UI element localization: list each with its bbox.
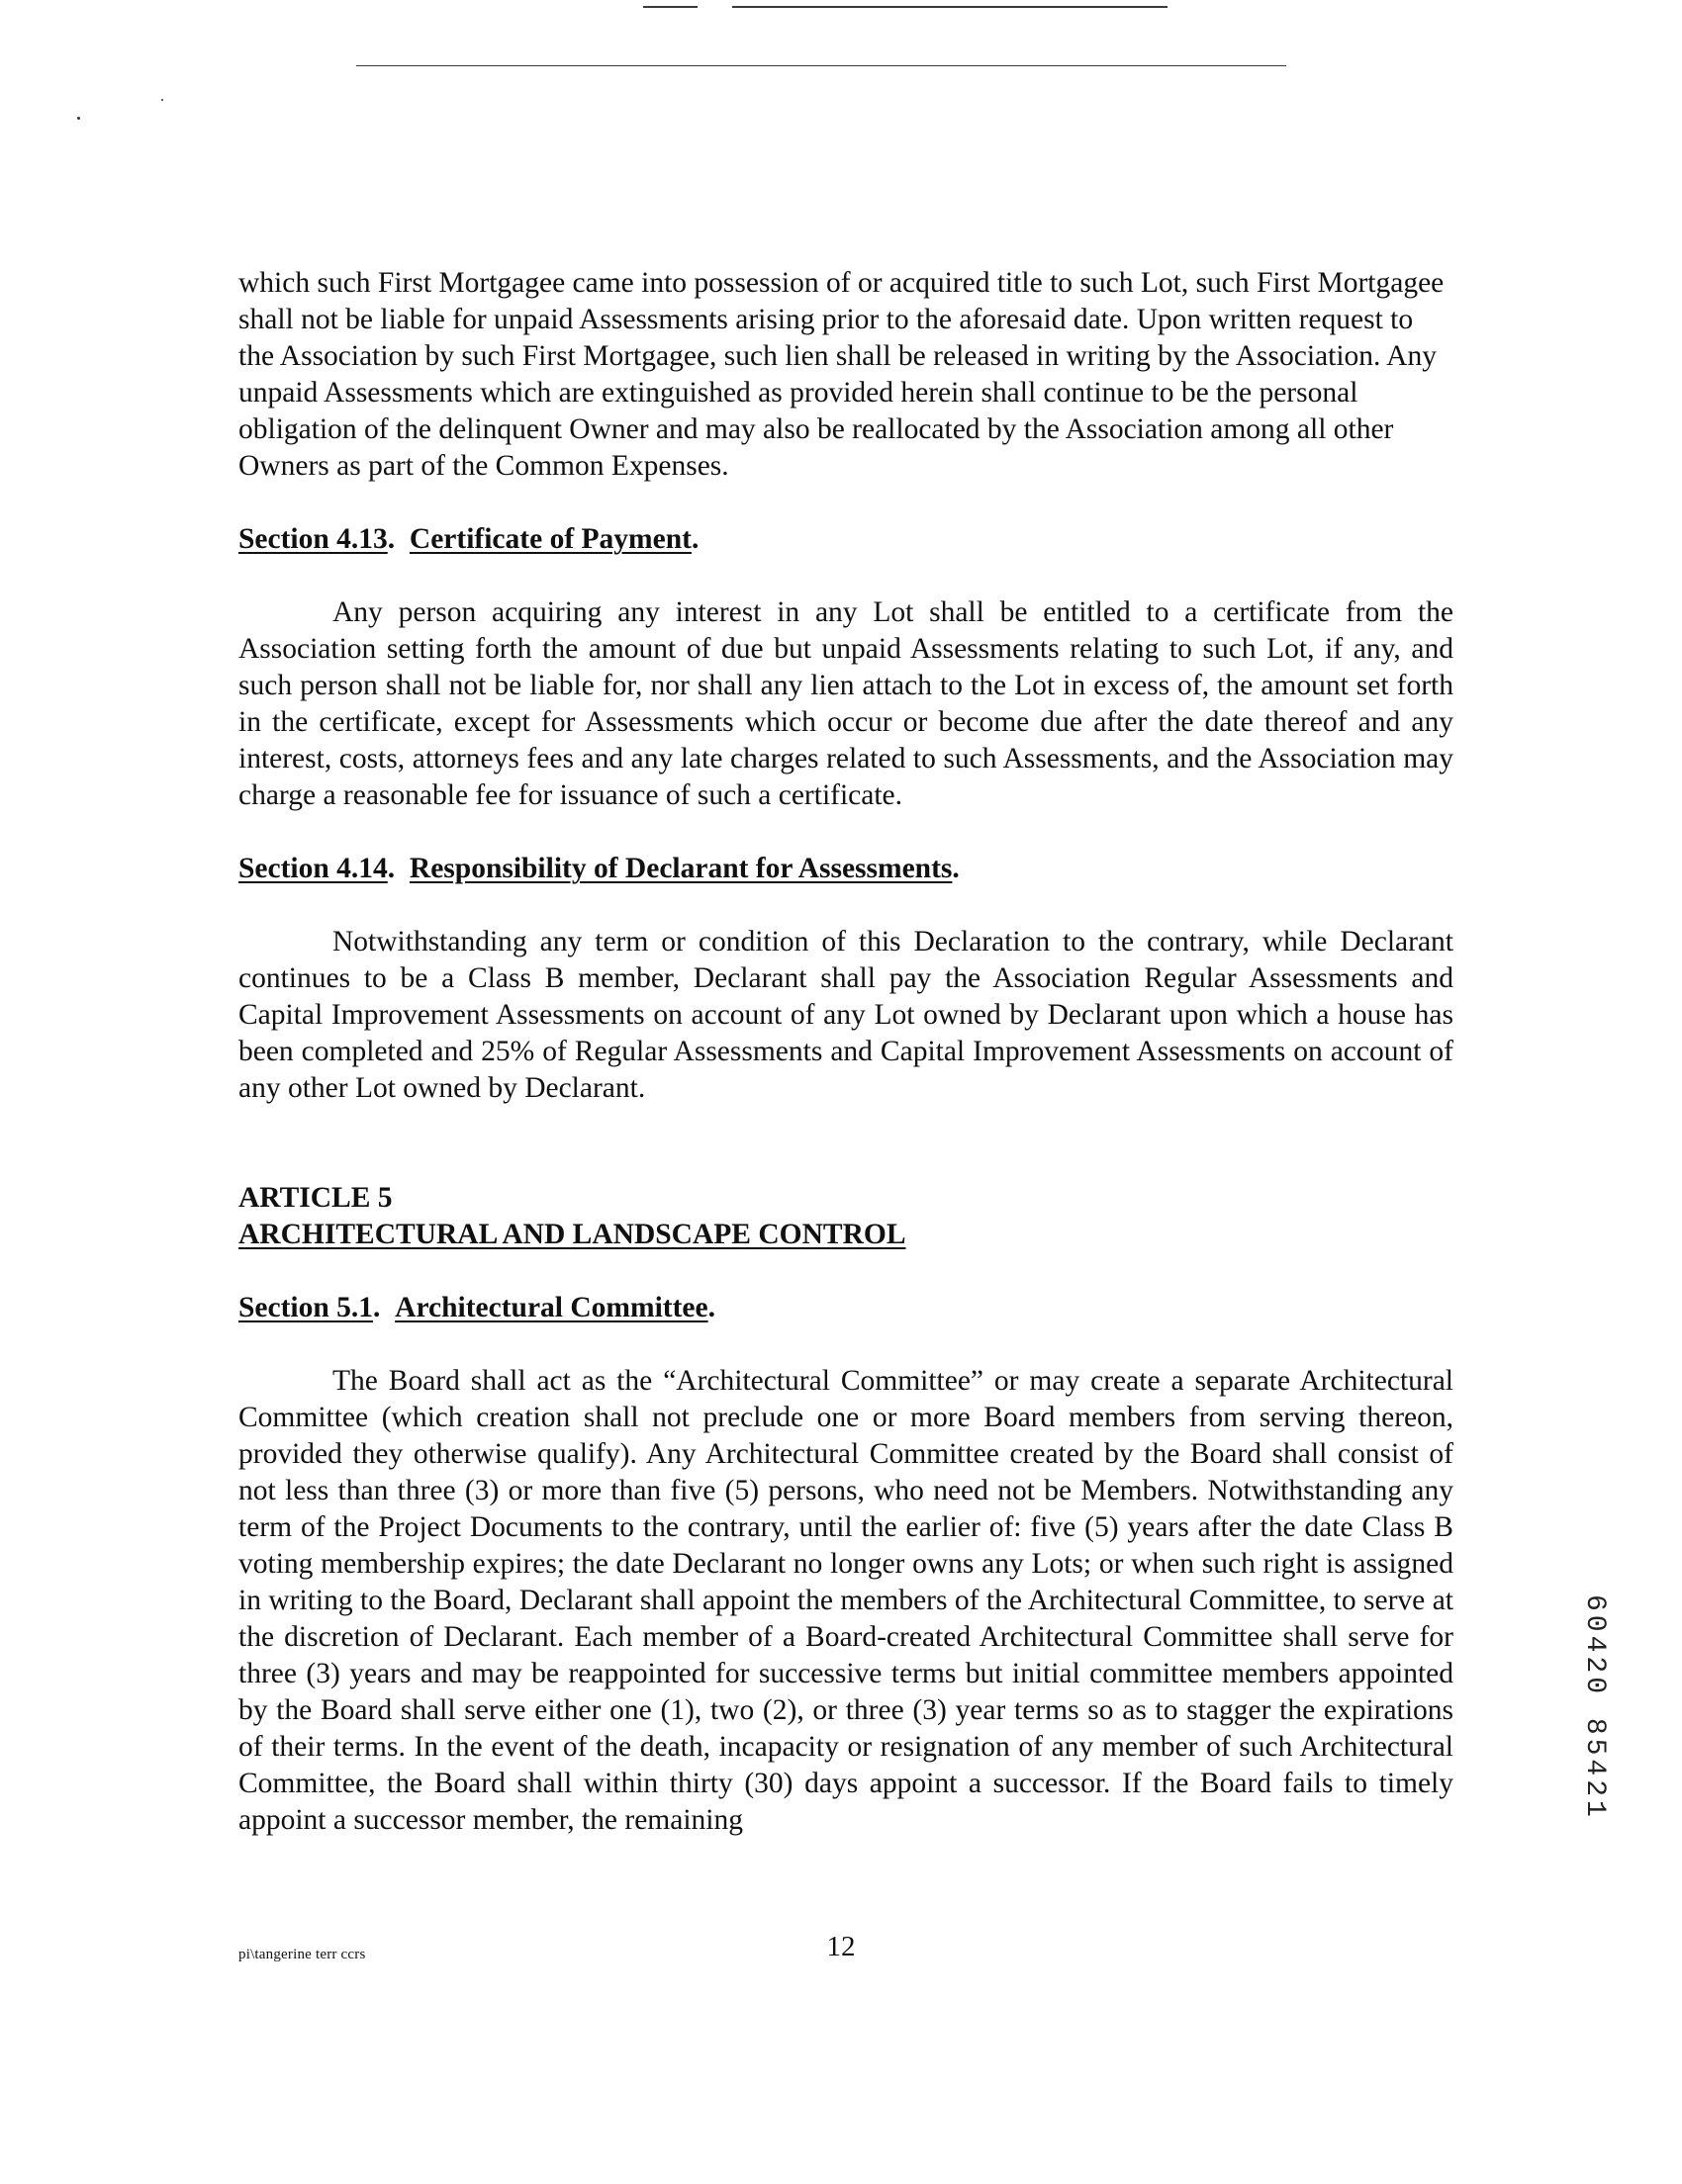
scan-line-artifact — [356, 65, 1286, 66]
article-title — [238, 1217, 1453, 1253]
section-heading: Section 4.13. Certificate of Payment. — [238, 523, 700, 555]
article-label: ARTICLE 5 — [238, 1182, 393, 1214]
section-title: Architectural Committee — [395, 1292, 708, 1323]
scan-speck — [161, 99, 163, 101]
scan-line-artifact — [732, 6, 1168, 8]
section-heading: Section 4.14. Responsibility of Declarant for Assessments. — [238, 853, 960, 884]
footer-file-name: pi\tangerine terr ccrs — [238, 1947, 366, 1962]
scan-speck — [77, 117, 80, 120]
article-title-text: ARCHITECTURAL AND LANDSCAPE CONTROL — [238, 1219, 906, 1250]
section-title: Responsibility of Declarant for Assessments — [409, 853, 953, 884]
section-heading: Section 5.1. Architectural Committee. — [238, 1292, 715, 1323]
section-number: Section 4.14 — [238, 853, 388, 884]
section-body: Notwithstanding any term or condition of this Declaration to the contrary, while Declarant continues to be a Class B member, Declarant shall pay the Association Regular Assessments and Capital Improvement Assessments on account of any Lot owned by Declarant upon which a house has been completed and 25% of Regular Assessments and Capital Improvement Assessments on account of any other Lot owned by Declarant. — [238, 926, 1453, 1104]
page-number: 12 — [826, 1931, 856, 1962]
section-body: The Board shall act as the “Architectural Committee” or may create a separate Architectural Committee (which creation shall not preclude one or more Board members from serving thereon, provided they otherwise qualify). Any Architectural Committee created by the Board shall consist of not less than three (3) or more than five (5) persons, who need not be Members. Notwithstanding any term of the Project Documents to the contrary, until the earlier of: five (5) years after the date Class B voting membership expires; the date Declarant no longer owns any Lots; or when such right is assigned in writing to the Board, Declarant shall appoint the members of the Architectural Committee, to serve at the discretion of Declarant. Each member of a Board-created Architectural Committee shall serve for three (3) years and may be reappointed for successive terms but initial committee members appointed by the Board shall serve either one (1), two (2), or three (3) year terms so as to stagger the expirations of their terms. In the event of the death, incapacity or resignation of any member of such Architectural Committee, the Board shall within thirty (30) days appoint a successor. If the Board fails to timely appoint a successor member, the remaining — [238, 1365, 1453, 1836]
recording-stamp-number: 60420 85421 — [1579, 1594, 1610, 1821]
section-number: Section 4.13 — [238, 523, 388, 555]
document-body — [238, 265, 1453, 1839]
intro-paragraph: which such First Mortgagee came into possession of or acquired title to such Lot, such First Mortgagee shall not be liable for unpaid Assessments arising prior to the aforesaid date. Upon written request to the Association by such First Mortgagee, such lien shall be released in writing by the Association. Any unpaid Assessments which are extinguished as provided herein shall continue to be the personal obligation of the delinquent Owner and may also be reallocated by the Association among all other Owners as part of the Common Expenses. — [238, 267, 1445, 482]
section-title: Certificate of Payment — [409, 523, 692, 555]
section-number: Section 5.1 — [238, 1292, 374, 1323]
scan-line-artifact — [643, 6, 698, 8]
section-body: Any person acquiring any interest in any Lot shall be entitled to a certificate from the Association setting forth the amount of due but unpaid Assessments relating to such Lot, if any, and such person shall not be liable for, nor shall any lien attach to the Lot in excess of, the amount set forth in the certificate, except for Assessments which occur or become due after the date thereof and any interest, costs, attorneys fees and any late charges related to such Assessments, and the Association may charge a reasonable fee for issuance of such a certificate. — [238, 596, 1453, 811]
